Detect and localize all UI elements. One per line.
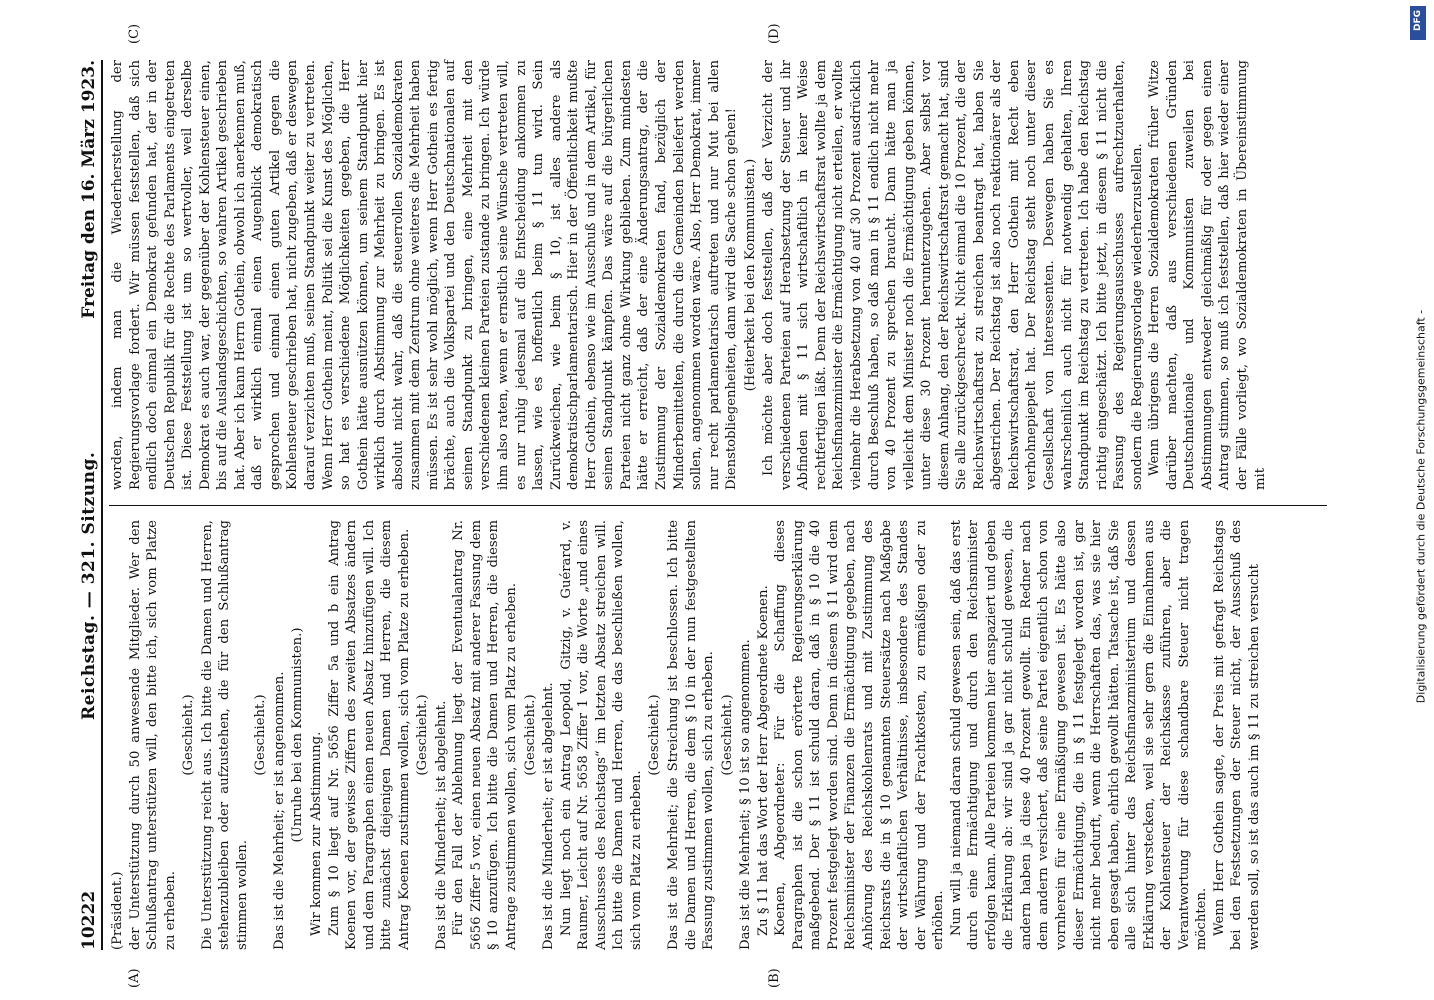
paragraph: Das ist die Minderheit; er ist abgelehnt. bbox=[541, 682, 557, 950]
paragraph: Für den Fall der Ablehnung liegt der Eventualantrag Nr. 5656 Ziffer 5 vor, einen neuen Absatz mit anderer Fassung dem § 10 anzufügen. Ich bitte die Damen und Herren, die diesem Antrage zustimmen wollen, sich vom Platz zu erheben. bbox=[451, 520, 520, 950]
stage-direction: (Geschieht.) bbox=[181, 694, 197, 776]
stage-direction: (Unruhe bei den Kommunisten.) bbox=[290, 627, 306, 843]
left-text-column bbox=[109, 520, 1357, 950]
session-title: Reichstag. — 321. Sitzung. bbox=[79, 451, 99, 720]
right-text-column bbox=[109, 60, 1357, 490]
paragraph: worden, indem man die Wiederherstellung der Regierungsvorlage fordert. Wir müssen feststellen, daß sich endlich doch einmal ein Demokrat gefunden hat, der in der Deutschen Republik für die Rechte des Parlaments eingetreten ist. Diese Feststellung ist um so wertvoller, weil derselbe Demokrat es auch war, der gegenüber der Kohlensteuer einen, bis auf die Auslandsgeschichten, so wahren Artikel geschrieben hat. Aber ich kann Herrn Gothein, obwohl ich anerkennen muß, daß er wirklich einmal einen Augenblick demokratisch gesprochen und einmal einen guten Artikel gegen die Kohlensteuer geschrieben hat, nicht zugeben, daß er deswegen darauf verzichten muß, seinen Standpunkt weiter zu vertreten. Wenn Herr Gothein meint, Politik sei die Kunst des Möglichen, so hat es verschiedene Möglichkeiten gegeben, die Herr Gothein hätte ausnützen können, um seinem Standpunkt hier wirklich durch Abstimmung zur Mehrheit zu bringen. Es ist absolut nicht wahr, daß die steuerrollen Sozialdemokraten zusammen mit dem Zentrum ohne weiteres die Mehrheit haben müssen. Es ist sehr wohl möglich, wenn Herr Gothein es fertig brächte, auch die Volkspartei und den Deutschnationalen auf seinen Standpunkt zu bringen, eine Mehrheit mit den verschiedenen kleinen Parteien zustande zu bringen. Ich würde ihm also raten, wenn er ernstlich seine Wünsche vertreten will, es nur ruhig jedesmal auf die Entscheidung ankommen zu lassen, wie es hoffentlich beim § 11 tun wird. Sein Zurückweichen, wie beim § 10, ist alles andere als demokratischparlamentarisch. Hier in der Öffentlichkeit mußte Herr Gothein, ebenso wie im Ausschuß und in dem Artikel, für seinen Standpunkt kämpfen. Das wäre auf die bürgerlichen Parteien nicht ganz ohne Wirkung geblieben. Zum mindesten hätte er erreicht, daß der eine Änderungsantrag, der die Zustimmung der Sozialdemokraten fand, bezüglich der Minderbemittelten, die durch die Gemeinden beliefert werden sollen, angenommen worden wäre. Also, Herr Demokrat, immer nur recht parlamentarisch auftreten und nur Mut bei allen Dienstobliegenheiten, dann wird die Sache schon gehen! bbox=[110, 60, 740, 490]
margin-marker-a: (A) bbox=[127, 968, 142, 988]
paragraph: Wir kommen zur Abstimmung. bbox=[309, 731, 325, 936]
paragraph: Koenen, Abgeordneter: Für die Schaffung dieses Paragraphen ist die schon erörterte Regierungserklärung maßgebend. Der § 11 ist schuld daran, daß in § 10 die 40 Prozent festgelegt worden sind. Denn in diesem § 11 wird dem Reichsminister der Finanzen die Ermächtigung gegeben, nach Anhörung des Reichskohlenrats und mit Zustimmung des Reichsrats die in § 10 genannten Steuersätze nach Maßgabe der wirtschaftlichen Verhältnisse, insbesondere des Standes der Währung und der Frachtkosten, zu ermäßigen oder zu erhöhen. bbox=[773, 520, 947, 950]
margin-marker-d: (D) bbox=[767, 23, 782, 44]
paragraph: Die Unterstützung reicht aus. Ich bitte die Damen und Herren, stehenzubleiben oder aufzustehen, die für den Schlußantrag stimmen wollen. bbox=[199, 520, 250, 950]
stage-direction: (Geschieht.) bbox=[647, 694, 663, 776]
document-page bbox=[67, 10, 1367, 990]
dfg-logo bbox=[1410, 6, 1426, 40]
stage-direction: (Heiterkeit bei den Kommunisten.) bbox=[742, 158, 758, 392]
paragraph: (Präsident.) bbox=[110, 871, 125, 950]
paragraph: Das ist die Mehrheit; § 10 ist so angenommen. bbox=[738, 639, 754, 950]
paragraph: Nun liegt noch ein Antrag Leopold, Gitzig, v. Guérard, v. Raumer, Leicht auf Nr. 5658 Ziffer 1 vor, die Worte „und eines Ausschusses des Reichstags“ im letzten Absatz streichen will. Ich bitte die Damen und Herren, die das beschließen wollen, sich vom Platz zu erheben. bbox=[558, 520, 644, 950]
paragraph: Das ist die Minderheit; ist abgelehnt. bbox=[433, 700, 449, 950]
paragraph: Wenn Herr Gothein sagte, der Preis mit gefragt Reichstags bei den Festsetzungen der Steuer nicht, der Ausschuß des werden soll, so ist das auch im § 11 zu streichen versucht bbox=[1211, 520, 1262, 950]
digitization-strip bbox=[1401, 0, 1434, 1000]
paragraph: Das ist die Mehrheit; er ist angenommen. bbox=[271, 671, 287, 950]
session-date: Freitag den 16. März 1923. bbox=[79, 60, 99, 319]
digitization-note: Digitalisierung gefördert durch die Deutsche Forschungsgemeinschaft - bbox=[1414, 309, 1428, 704]
page-header bbox=[75, 60, 103, 950]
margin-marker-b: (B) bbox=[767, 968, 782, 988]
stage-direction: (Geschieht.) bbox=[415, 694, 431, 776]
dfg-logo-text: DFG bbox=[1413, 9, 1423, 31]
stage-direction: (Geschieht.) bbox=[719, 694, 735, 776]
paragraph: Wenn übrigens die Herren Sozialdemokraten früher Witze darüber machten, daß aus verschiedenen Gründen Deutschnationale und Kommunisten zuweilen bei Abstimmungen entweder gleichmäßig für oder gegen einen Antrag stimmen, so muß ich feststellen, daß hier wieder einer der Fälle vorliegt, wo Sozialdemokraten in Übereinstimmung mit bbox=[1147, 60, 1268, 490]
paragraph: Zu § 11 hat das Wort der Herr Abgeordnete Koenen. bbox=[755, 585, 771, 936]
paragraph: Nun will ja niemand daran schuld gewesen sein, daß das erst durch eine Ermächtigung und durch den Reichsminister erfolgen kann. Alle Parteien kommen hier anspaziert und geben die Erklärung ab: wir sind ja gar nicht schuld gewesen, die andern haben ja diese 40 Prozent gewollt. Ein Redner nach dem andern versichert, daß seine Partei eigentlich schon von vornherein für eine Ermäßigung gewesen ist. Es hätte also dieser Ermächtigung, die in § 11 festgelegt worden ist, gar nicht mehr bedurft, wenn die Herrschaften das, was sie hier eben gesagt haben, ehrlich gewollt hätten. Tatsache ist, daß Sie alle sich hinter das Reichsfinanzministerium und dessen Erklärung verstecken, weil sie sehr gern die Einnahmen aus der Kohlensteuer der Reichskasse zuführen, aber die Verantwortung für diese schandbare Steuer nicht tragen möchten. bbox=[948, 520, 1210, 950]
stage-direction: (Geschieht.) bbox=[522, 694, 538, 776]
column-divider bbox=[109, 505, 1327, 506]
paragraph: Zum § 10 liegt auf Nr. 5656 Ziffer 5a und b ein Antrag Koenen vor, der gewisse Ziffern des zweiten Absatzes ändern und dem Paragraphen einen neuen Absatz hinzufügen will. Ich bitte zunächst diejenigen Damen und Herren, die diesem Antrag Koenen zustimmen wollen, sich vom Platze zu erheben. bbox=[326, 520, 412, 950]
stage-direction: (Geschieht.) bbox=[253, 694, 269, 776]
paragraph: Das ist die Mehrheit; die Streichung ist beschlossen. Ich bitte die Damen und Herren, die dem § 10 in der nun festgestellten Fassung zustimmen wollen, sich zu erheben. bbox=[665, 520, 717, 950]
paragraph: der Unterstützung durch 50 anwesende Mitglieder. Wer den Schlußantrag unterstützen will, den bitte ich, sich vom Platze zu erheben. bbox=[127, 520, 178, 950]
paragraph: Ich möchte aber doch feststellen, daß der Verzicht der verschiedenen Parteien auf Herabsetzung der Steuer und ihr Abfinden mit § 11 sich wirtschaftlich in keiner Weise rechtfertigen läßt. Denn der Reichswirtschaftsrat wollte ja dem Reichsfinanzminister die Ermächtigung nicht erteilen, er wollte vielmehr die Herabsetzung von 40 auf 30 Prozent ausdrücklich durch Beschluß haben, so daß man in § 11 endlich nicht mehr von 40 Prozent zu sprechen braucht. Dann hätte man ja vielleicht dem Minister noch die Ermächtigung geben können, unter diese 30 Prozent herunterzugehen. Aber selbst vor diesem Anhang, den der Reichswirtschaftsrat gemacht hat, sind Sie alle zurückgeschreckt. Nicht einmal die 10 Prozent, die der Reichswirtschaftsrat zu streichen beantragt hat, haben Sie abgestrichen. Der Reichstag ist also noch reaktionärer als der Reichswirtschaftsrat, den Herr Gothein mit Recht eben verhohnepiepelt hat. Der Reichstag steht noch unter dieser Gesellschaft von Interessenten. Deswegen haben Sie es wahrscheinlich auch nicht für notwendig gehalten, Ihren Standpunkt im Reichstag zu vertreten. Ich habe den Reichstag richtig eingeschätzt. Ich bitte jetzt, in diesem § 11 nicht die Fassung des Regierungsausschusses aufrechtzuerhalten, sondern die Regierungsvorlage wiederherzustellen. bbox=[761, 60, 1145, 490]
page-number: 10222 bbox=[79, 890, 99, 950]
margin-marker-c: (C) bbox=[127, 23, 142, 44]
